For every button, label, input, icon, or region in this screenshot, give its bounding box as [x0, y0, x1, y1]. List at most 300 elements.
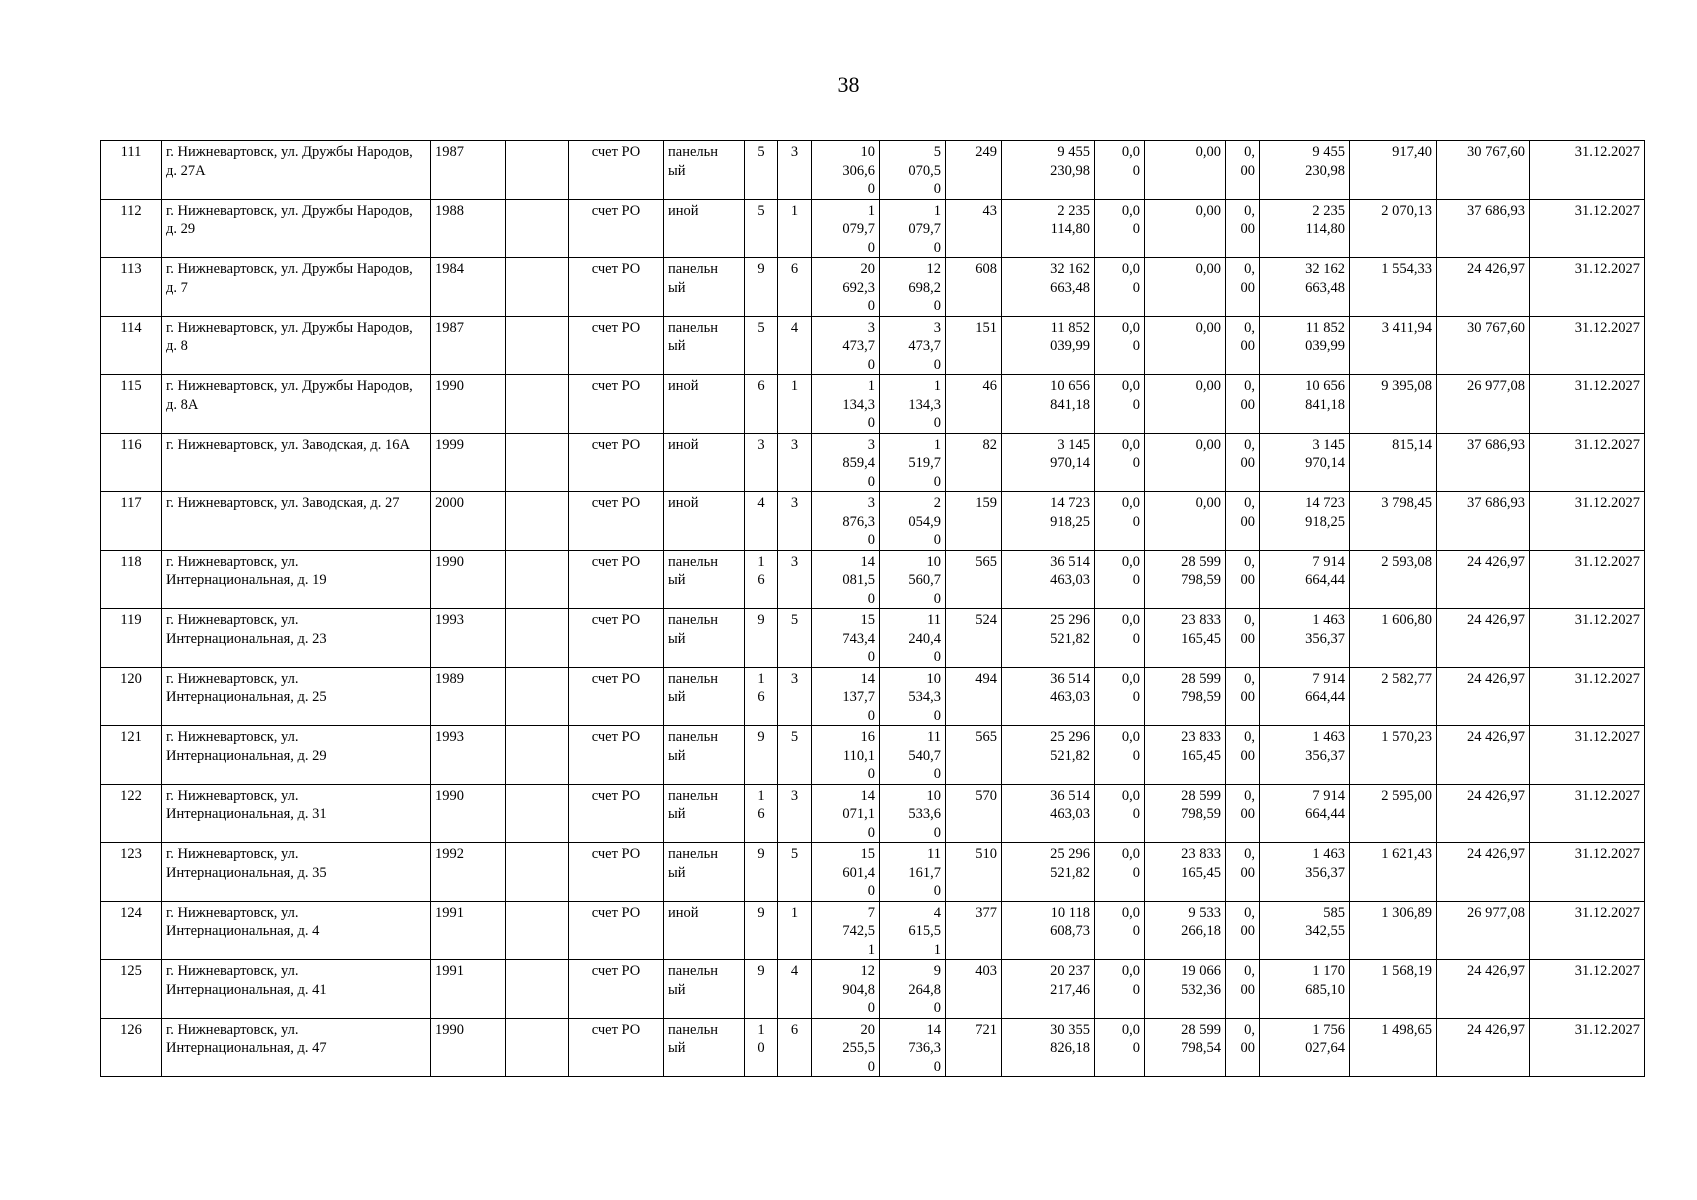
entrances-cell: 3 — [778, 784, 812, 843]
cost-total-cell: 3 145 970,14 — [1002, 433, 1095, 492]
area-total-cell: 1 134,3 0 — [812, 375, 880, 434]
budget-cell: 0,00 — [1145, 199, 1226, 258]
budget-cell: 0,00 — [1145, 433, 1226, 492]
cost-total-cell: 9 455 230,98 — [1002, 141, 1095, 200]
budget-cell: 0,00 — [1145, 141, 1226, 200]
material-cell: панельн ый — [664, 258, 745, 317]
unit-cost-cell: 1 621,43 — [1350, 843, 1437, 902]
floors-cell: 9 — [745, 843, 778, 902]
row-number: 122 — [101, 784, 162, 843]
table-row — [101, 199, 1645, 258]
entrances-cell: 5 — [778, 726, 812, 785]
completion-date-cell: 31.12.2027 — [1530, 199, 1645, 258]
floors-cell: 9 — [745, 258, 778, 317]
fund-cell: 0,0 0 — [1095, 667, 1145, 726]
max-cost-cell: 24 426,97 — [1437, 726, 1530, 785]
year-cell: 1991 — [431, 960, 506, 1019]
owners-funds-cell: 10 656 841,18 — [1260, 375, 1350, 434]
owners-funds-cell: 2 235 114,80 — [1260, 199, 1350, 258]
completion-date-cell: 31.12.2027 — [1530, 726, 1645, 785]
budget-cell: 23 833 165,45 — [1145, 726, 1226, 785]
entrances-cell: 3 — [778, 550, 812, 609]
area-living-cell: 1 519,7 0 — [880, 433, 946, 492]
area-living-cell: 10 560,7 0 — [880, 550, 946, 609]
residents-cell: 46 — [946, 375, 1002, 434]
owners-funds-cell: 585 342,55 — [1260, 901, 1350, 960]
completion-date-cell: 31.12.2027 — [1530, 316, 1645, 375]
registry-table — [100, 140, 1645, 1077]
empty-cell — [506, 492, 569, 551]
floors-cell: 4 — [745, 492, 778, 551]
owners-funds-cell: 1 170 685,10 — [1260, 960, 1350, 1019]
area-living-cell: 3 473,7 0 — [880, 316, 946, 375]
floors-cell: 9 — [745, 609, 778, 668]
table-row — [101, 375, 1645, 434]
owners-funds-cell: 11 852 039,99 — [1260, 316, 1350, 375]
table-row — [101, 960, 1645, 1019]
area-living-cell: 10 534,3 0 — [880, 667, 946, 726]
area-living-cell: 14 736,3 0 — [880, 1018, 946, 1077]
address-cell: г. Нижневартовск, ул. Интернациональная, д. 35 — [162, 843, 431, 902]
owners-funds-cell: 1 463 356,37 — [1260, 609, 1350, 668]
year-cell: 1992 — [431, 843, 506, 902]
max-cost-cell: 26 977,08 — [1437, 375, 1530, 434]
local-budget-cell: 0, 00 — [1226, 960, 1260, 1019]
residents-cell: 377 — [946, 901, 1002, 960]
residents-cell: 570 — [946, 784, 1002, 843]
fund-cell: 0,0 0 — [1095, 843, 1145, 902]
fund-cell: 0,0 0 — [1095, 726, 1145, 785]
floors-cell: 5 — [745, 316, 778, 375]
row-number: 119 — [101, 609, 162, 668]
unit-cost-cell: 3 411,94 — [1350, 316, 1437, 375]
entrances-cell: 3 — [778, 433, 812, 492]
address-cell: г. Нижневартовск, ул. Интернациональная, д. 4 — [162, 901, 431, 960]
row-number: 126 — [101, 1018, 162, 1077]
entrances-cell: 1 — [778, 375, 812, 434]
completion-date-cell: 31.12.2027 — [1530, 667, 1645, 726]
account-cell: счет РО — [569, 726, 664, 785]
owners-funds-cell: 7 914 664,44 — [1260, 667, 1350, 726]
local-budget-cell: 0, 00 — [1226, 316, 1260, 375]
address-cell: г. Нижневартовск, ул. Дружбы Народов, д. 8А — [162, 375, 431, 434]
address-cell: г. Нижневартовск, ул. Интернациональная, д. 41 — [162, 960, 431, 1019]
max-cost-cell: 24 426,97 — [1437, 1018, 1530, 1077]
cost-total-cell: 10 656 841,18 — [1002, 375, 1095, 434]
area-living-cell: 10 533,6 0 — [880, 784, 946, 843]
address-cell: г. Нижневартовск, ул. Интернациональная, д. 47 — [162, 1018, 431, 1077]
max-cost-cell: 37 686,93 — [1437, 492, 1530, 551]
cost-total-cell: 14 723 918,25 — [1002, 492, 1095, 551]
table-row — [101, 784, 1645, 843]
area-living-cell: 11 240,4 0 — [880, 609, 946, 668]
completion-date-cell: 31.12.2027 — [1530, 258, 1645, 317]
budget-cell: 28 599 798,59 — [1145, 784, 1226, 843]
max-cost-cell: 26 977,08 — [1437, 901, 1530, 960]
area-total-cell: 3 876,3 0 — [812, 492, 880, 551]
entrances-cell: 3 — [778, 667, 812, 726]
budget-cell: 9 533 266,18 — [1145, 901, 1226, 960]
max-cost-cell: 37 686,93 — [1437, 433, 1530, 492]
area-total-cell: 16 110,1 0 — [812, 726, 880, 785]
floors-cell: 1 6 — [745, 784, 778, 843]
row-number: 118 — [101, 550, 162, 609]
owners-funds-cell: 9 455 230,98 — [1260, 141, 1350, 200]
empty-cell — [506, 199, 569, 258]
empty-cell — [506, 784, 569, 843]
entrances-cell: 4 — [778, 960, 812, 1019]
budget-cell: 23 833 165,45 — [1145, 609, 1226, 668]
unit-cost-cell: 815,14 — [1350, 433, 1437, 492]
year-cell: 1993 — [431, 726, 506, 785]
row-number: 115 — [101, 375, 162, 434]
year-cell: 1984 — [431, 258, 506, 317]
completion-date-cell: 31.12.2027 — [1530, 141, 1645, 200]
unit-cost-cell: 1 306,89 — [1350, 901, 1437, 960]
area-living-cell: 1 079,7 0 — [880, 199, 946, 258]
address-cell: г. Нижневартовск, ул. Заводская, д. 16А — [162, 433, 431, 492]
completion-date-cell: 31.12.2027 — [1530, 492, 1645, 551]
unit-cost-cell: 2 582,77 — [1350, 667, 1437, 726]
row-number: 121 — [101, 726, 162, 785]
year-cell: 2000 — [431, 492, 506, 551]
account-cell: счет РО — [569, 609, 664, 668]
address-cell: г. Нижневартовск, ул. Интернациональная, д. 23 — [162, 609, 431, 668]
max-cost-cell: 24 426,97 — [1437, 843, 1530, 902]
entrances-cell: 5 — [778, 843, 812, 902]
area-living-cell: 2 054,9 0 — [880, 492, 946, 551]
account-cell: счет РО — [569, 141, 664, 200]
max-cost-cell: 37 686,93 — [1437, 199, 1530, 258]
account-cell: счет РО — [569, 433, 664, 492]
area-living-cell: 9 264,8 0 — [880, 960, 946, 1019]
year-cell: 1990 — [431, 550, 506, 609]
floors-cell: 3 — [745, 433, 778, 492]
material-cell: иной — [664, 375, 745, 434]
material-cell: панельн ый — [664, 784, 745, 843]
unit-cost-cell: 917,40 — [1350, 141, 1437, 200]
material-cell: иной — [664, 492, 745, 551]
budget-cell: 0,00 — [1145, 316, 1226, 375]
year-cell: 1999 — [431, 433, 506, 492]
entrances-cell: 3 — [778, 492, 812, 551]
material-cell: панельн ый — [664, 609, 745, 668]
local-budget-cell: 0, 00 — [1226, 726, 1260, 785]
residents-cell: 524 — [946, 609, 1002, 668]
residents-cell: 403 — [946, 960, 1002, 1019]
floors-cell: 5 — [745, 141, 778, 200]
area-living-cell: 11 540,7 0 — [880, 726, 946, 785]
cost-total-cell: 36 514 463,03 — [1002, 784, 1095, 843]
max-cost-cell: 30 767,60 — [1437, 141, 1530, 200]
owners-funds-cell: 7 914 664,44 — [1260, 550, 1350, 609]
row-number: 112 — [101, 199, 162, 258]
floors-cell: 1 6 — [745, 550, 778, 609]
residents-cell: 565 — [946, 726, 1002, 785]
max-cost-cell: 24 426,97 — [1437, 550, 1530, 609]
local-budget-cell: 0, 00 — [1226, 1018, 1260, 1077]
table-row — [101, 726, 1645, 785]
max-cost-cell: 24 426,97 — [1437, 784, 1530, 843]
budget-cell: 0,00 — [1145, 258, 1226, 317]
entrances-cell: 3 — [778, 141, 812, 200]
address-cell: г. Нижневартовск, ул. Дружбы Народов, д. 29 — [162, 199, 431, 258]
row-number: 125 — [101, 960, 162, 1019]
account-cell: счет РО — [569, 316, 664, 375]
address-cell: г. Нижневартовск, ул. Дружбы Народов, д. 27А — [162, 141, 431, 200]
max-cost-cell: 24 426,97 — [1437, 667, 1530, 726]
owners-funds-cell: 1 463 356,37 — [1260, 843, 1350, 902]
material-cell: иной — [664, 433, 745, 492]
account-cell: счет РО — [569, 550, 664, 609]
account-cell: счет РО — [569, 1018, 664, 1077]
empty-cell — [506, 141, 569, 200]
local-budget-cell: 0, 00 — [1226, 667, 1260, 726]
residents-cell: 43 — [946, 199, 1002, 258]
empty-cell — [506, 901, 569, 960]
address-cell: г. Нижневартовск, ул. Дружбы Народов, д. 8 — [162, 316, 431, 375]
completion-date-cell: 31.12.2027 — [1530, 375, 1645, 434]
local-budget-cell: 0, 00 — [1226, 609, 1260, 668]
area-living-cell: 1 134,3 0 — [880, 375, 946, 434]
area-living-cell: 12 698,2 0 — [880, 258, 946, 317]
account-cell: счет РО — [569, 843, 664, 902]
empty-cell — [506, 960, 569, 1019]
completion-date-cell: 31.12.2027 — [1530, 433, 1645, 492]
floors-cell: 1 0 — [745, 1018, 778, 1077]
material-cell: иной — [664, 199, 745, 258]
row-number: 120 — [101, 667, 162, 726]
area-total-cell: 14 071,1 0 — [812, 784, 880, 843]
address-cell: г. Нижневартовск, ул. Интернациональная, д. 29 — [162, 726, 431, 785]
fund-cell: 0,0 0 — [1095, 258, 1145, 317]
local-budget-cell: 0, 00 — [1226, 433, 1260, 492]
year-cell: 1990 — [431, 784, 506, 843]
account-cell: счет РО — [569, 960, 664, 1019]
empty-cell — [506, 316, 569, 375]
floors-cell: 9 — [745, 901, 778, 960]
completion-date-cell: 31.12.2027 — [1530, 843, 1645, 902]
table-row — [101, 433, 1645, 492]
area-total-cell: 20 255,5 0 — [812, 1018, 880, 1077]
area-living-cell: 5 070,5 0 — [880, 141, 946, 200]
empty-cell — [506, 375, 569, 434]
year-cell: 1989 — [431, 667, 506, 726]
account-cell: счет РО — [569, 667, 664, 726]
fund-cell: 0,0 0 — [1095, 784, 1145, 843]
area-total-cell: 14 137,7 0 — [812, 667, 880, 726]
table-row — [101, 1018, 1645, 1077]
material-cell: панельн ый — [664, 726, 745, 785]
table-row — [101, 492, 1645, 551]
floors-cell: 5 — [745, 199, 778, 258]
fund-cell: 0,0 0 — [1095, 550, 1145, 609]
entrances-cell: 4 — [778, 316, 812, 375]
entrances-cell: 1 — [778, 199, 812, 258]
cost-total-cell: 25 296 521,82 — [1002, 726, 1095, 785]
material-cell: панельн ый — [664, 316, 745, 375]
empty-cell — [506, 550, 569, 609]
material-cell: панельн ый — [664, 550, 745, 609]
account-cell: счет РО — [569, 901, 664, 960]
area-total-cell: 3 859,4 0 — [812, 433, 880, 492]
budget-cell: 23 833 165,45 — [1145, 843, 1226, 902]
row-number: 113 — [101, 258, 162, 317]
budget-cell: 28 599 798,59 — [1145, 550, 1226, 609]
completion-date-cell: 31.12.2027 — [1530, 901, 1645, 960]
residents-cell: 608 — [946, 258, 1002, 317]
area-living-cell: 4 615,5 1 — [880, 901, 946, 960]
residents-cell: 151 — [946, 316, 1002, 375]
area-total-cell: 14 081,5 0 — [812, 550, 880, 609]
unit-cost-cell: 1 554,33 — [1350, 258, 1437, 317]
unit-cost-cell: 2 595,00 — [1350, 784, 1437, 843]
owners-funds-cell: 3 145 970,14 — [1260, 433, 1350, 492]
local-budget-cell: 0, 00 — [1226, 199, 1260, 258]
unit-cost-cell: 1 568,19 — [1350, 960, 1437, 1019]
address-cell: г. Нижневартовск, ул. Дружбы Народов, д. 7 — [162, 258, 431, 317]
max-cost-cell: 24 426,97 — [1437, 258, 1530, 317]
fund-cell: 0,0 0 — [1095, 199, 1145, 258]
local-budget-cell: 0, 00 — [1226, 843, 1260, 902]
empty-cell — [506, 609, 569, 668]
owners-funds-cell: 32 162 663,48 — [1260, 258, 1350, 317]
account-cell: счет РО — [569, 375, 664, 434]
area-total-cell: 7 742,5 1 — [812, 901, 880, 960]
max-cost-cell: 24 426,97 — [1437, 609, 1530, 668]
completion-date-cell: 31.12.2027 — [1530, 550, 1645, 609]
table-row — [101, 316, 1645, 375]
account-cell: счет РО — [569, 199, 664, 258]
empty-cell — [506, 843, 569, 902]
fund-cell: 0,0 0 — [1095, 609, 1145, 668]
fund-cell: 0,0 0 — [1095, 375, 1145, 434]
table-row — [101, 258, 1645, 317]
material-cell: иной — [664, 901, 745, 960]
account-cell: счет РО — [569, 784, 664, 843]
empty-cell — [506, 667, 569, 726]
local-budget-cell: 0, 00 — [1226, 784, 1260, 843]
row-number: 111 — [101, 141, 162, 200]
local-budget-cell: 0, 00 — [1226, 141, 1260, 200]
table-row — [101, 141, 1645, 200]
fund-cell: 0,0 0 — [1095, 901, 1145, 960]
area-total-cell: 12 904,8 0 — [812, 960, 880, 1019]
floors-cell: 1 6 — [745, 667, 778, 726]
address-cell: г. Нижневартовск, ул. Интернациональная, д. 31 — [162, 784, 431, 843]
floors-cell: 9 — [745, 726, 778, 785]
cost-total-cell: 11 852 039,99 — [1002, 316, 1095, 375]
unit-cost-cell: 3 798,45 — [1350, 492, 1437, 551]
local-budget-cell: 0, 00 — [1226, 258, 1260, 317]
year-cell: 1990 — [431, 1018, 506, 1077]
material-cell: панельн ый — [664, 667, 745, 726]
completion-date-cell: 31.12.2027 — [1530, 784, 1645, 843]
table-body — [101, 141, 1645, 1077]
row-number: 117 — [101, 492, 162, 551]
row-number: 114 — [101, 316, 162, 375]
max-cost-cell: 30 767,60 — [1437, 316, 1530, 375]
fund-cell: 0,0 0 — [1095, 433, 1145, 492]
material-cell: панельн ый — [664, 141, 745, 200]
cost-total-cell: 25 296 521,82 — [1002, 843, 1095, 902]
owners-funds-cell: 7 914 664,44 — [1260, 784, 1350, 843]
area-total-cell: 15 743,4 0 — [812, 609, 880, 668]
empty-cell — [506, 258, 569, 317]
fund-cell: 0,0 0 — [1095, 960, 1145, 1019]
empty-cell — [506, 433, 569, 492]
material-cell: панельн ый — [664, 960, 745, 1019]
table-row — [101, 609, 1645, 668]
area-living-cell: 11 161,7 0 — [880, 843, 946, 902]
completion-date-cell: 31.12.2027 — [1530, 1018, 1645, 1077]
completion-date-cell: 31.12.2027 — [1530, 609, 1645, 668]
residents-cell: 494 — [946, 667, 1002, 726]
budget-cell: 19 066 532,36 — [1145, 960, 1226, 1019]
residents-cell: 721 — [946, 1018, 1002, 1077]
table-row — [101, 550, 1645, 609]
completion-date-cell: 31.12.2027 — [1530, 960, 1645, 1019]
local-budget-cell: 0, 00 — [1226, 901, 1260, 960]
budget-cell: 28 599 798,54 — [1145, 1018, 1226, 1077]
unit-cost-cell: 9 395,08 — [1350, 375, 1437, 434]
row-number: 124 — [101, 901, 162, 960]
address-cell: г. Нижневартовск, ул. Интернациональная, д. 19 — [162, 550, 431, 609]
entrances-cell: 5 — [778, 609, 812, 668]
owners-funds-cell: 1 463 356,37 — [1260, 726, 1350, 785]
fund-cell: 0,0 0 — [1095, 141, 1145, 200]
local-budget-cell: 0, 00 — [1226, 375, 1260, 434]
area-total-cell: 3 473,7 0 — [812, 316, 880, 375]
table-row — [101, 901, 1645, 960]
empty-cell — [506, 726, 569, 785]
year-cell: 1987 — [431, 316, 506, 375]
unit-cost-cell: 2 070,13 — [1350, 199, 1437, 258]
year-cell: 1988 — [431, 199, 506, 258]
budget-cell: 0,00 — [1145, 375, 1226, 434]
year-cell: 1987 — [431, 141, 506, 200]
cost-total-cell: 10 118 608,73 — [1002, 901, 1095, 960]
unit-cost-cell: 1 606,80 — [1350, 609, 1437, 668]
max-cost-cell: 24 426,97 — [1437, 960, 1530, 1019]
account-cell: счет РО — [569, 258, 664, 317]
account-cell: счет РО — [569, 492, 664, 551]
residents-cell: 159 — [946, 492, 1002, 551]
cost-total-cell: 2 235 114,80 — [1002, 199, 1095, 258]
area-total-cell: 10 306,6 0 — [812, 141, 880, 200]
local-budget-cell: 0, 00 — [1226, 492, 1260, 551]
cost-total-cell: 20 237 217,46 — [1002, 960, 1095, 1019]
year-cell: 1991 — [431, 901, 506, 960]
entrances-cell: 6 — [778, 258, 812, 317]
unit-cost-cell: 2 593,08 — [1350, 550, 1437, 609]
address-cell: г. Нижневартовск, ул. Интернациональная, д. 25 — [162, 667, 431, 726]
cost-total-cell: 30 355 826,18 — [1002, 1018, 1095, 1077]
area-total-cell: 20 692,3 0 — [812, 258, 880, 317]
fund-cell: 0,0 0 — [1095, 492, 1145, 551]
year-cell: 1990 — [431, 375, 506, 434]
cost-total-cell: 32 162 663,48 — [1002, 258, 1095, 317]
cost-total-cell: 36 514 463,03 — [1002, 550, 1095, 609]
fund-cell: 0,0 0 — [1095, 316, 1145, 375]
floors-cell: 9 — [745, 960, 778, 1019]
owners-funds-cell: 14 723 918,25 — [1260, 492, 1350, 551]
entrances-cell: 1 — [778, 901, 812, 960]
residents-cell: 249 — [946, 141, 1002, 200]
unit-cost-cell: 1 498,65 — [1350, 1018, 1437, 1077]
table-row — [101, 843, 1645, 902]
floors-cell: 6 — [745, 375, 778, 434]
